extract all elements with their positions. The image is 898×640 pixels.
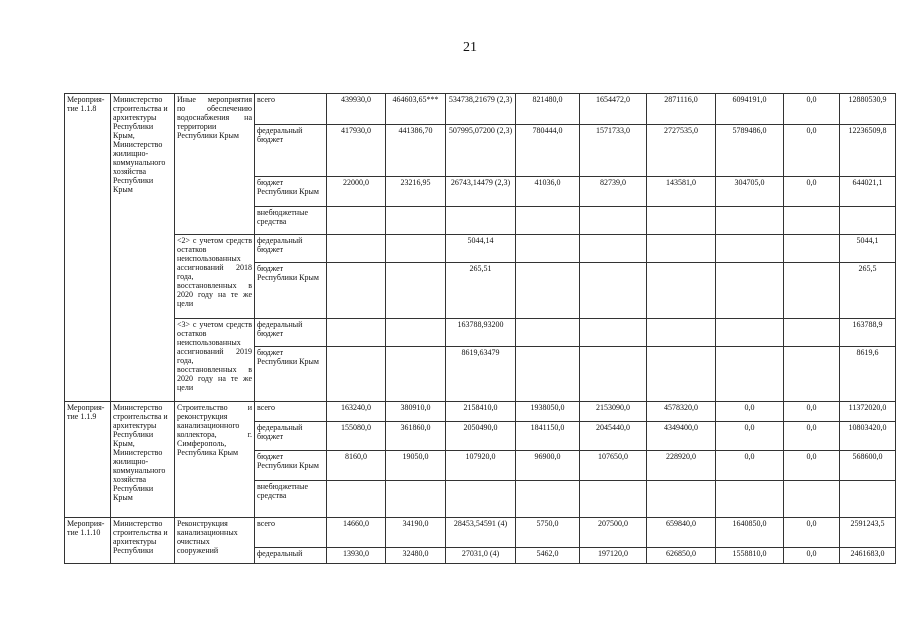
value-cell (647, 347, 716, 402)
value-cell: 207500,0 (580, 518, 647, 548)
total-cell: 12880530,9 (840, 94, 896, 125)
value-cell: 2871116,0 (647, 94, 716, 125)
value-cell (516, 319, 580, 347)
total-cell: 265,5 (840, 263, 896, 319)
funding-source: федеральный бюджет (255, 319, 327, 347)
funding-source: бюджет Республики Крым (255, 451, 327, 481)
funding-source: бюджет Республики Крым (255, 177, 327, 207)
value-cell (784, 235, 840, 263)
value-cell: 659840,0 (647, 518, 716, 548)
value-cell: 2153090,0 (580, 402, 647, 422)
value-cell: 155080,0 (327, 422, 386, 451)
value-cell (386, 207, 446, 235)
value-cell (647, 481, 716, 518)
value-cell (716, 263, 784, 319)
value-cell: 417930,0 (327, 125, 386, 177)
value-cell (516, 263, 580, 319)
activity-code: Мероприя-тие 1.1.10 (65, 518, 111, 564)
value-cell: 41036,0 (516, 177, 580, 207)
total-cell (840, 481, 896, 518)
total-cell (840, 207, 896, 235)
value-cell (386, 263, 446, 319)
value-cell: 439930,0 (327, 94, 386, 125)
value-cell: 0,0 (784, 518, 840, 548)
description-cell: Иные мероприятия по обеспечению водоснабжения на территории Республики Крым (175, 94, 255, 235)
value-cell: 197120,0 (580, 548, 647, 564)
value-cell (327, 481, 386, 518)
value-cell (516, 207, 580, 235)
funding-source: внебюджетные средства (255, 207, 327, 235)
value-cell (580, 319, 647, 347)
value-cell: 23216,95 (386, 177, 446, 207)
value-cell: 1640850,0 (716, 518, 784, 548)
funding-source: всего (255, 402, 327, 422)
value-cell: 0,0 (784, 177, 840, 207)
value-cell (327, 347, 386, 402)
value-cell: 228920,0 (647, 451, 716, 481)
value-cell: 22000,0 (327, 177, 386, 207)
value-cell (327, 319, 386, 347)
value-cell (580, 263, 647, 319)
value-cell (784, 481, 840, 518)
value-cell (327, 235, 386, 263)
total-cell: 11372020,0 (840, 402, 896, 422)
value-cell: 28453,54591 (4) (446, 518, 516, 548)
value-cell: 26743,14479 (2,3) (446, 177, 516, 207)
value-cell: 265,51 (446, 263, 516, 319)
value-cell: 5462,0 (516, 548, 580, 564)
total-cell: 2461683,0 (840, 548, 896, 564)
value-cell (716, 319, 784, 347)
activity-code: Мероприя-тие 1.1.9 (65, 402, 111, 518)
total-cell: 10803420,0 (840, 422, 896, 451)
footnote-description: <3> с учетом средств остатков неиспользованных ассигнований 2019 года, восстановленных в 2020 году на те же цели (175, 319, 255, 402)
value-cell (580, 347, 647, 402)
value-cell (784, 207, 840, 235)
value-cell: 5789486,0 (716, 125, 784, 177)
value-cell (647, 207, 716, 235)
value-cell: 626850,0 (647, 548, 716, 564)
funding-source: федеральный бюджет (255, 422, 327, 451)
value-cell: 507995,07200 (2,3) (446, 125, 516, 177)
value-cell: 0,0 (784, 94, 840, 125)
value-cell: 1558810,0 (716, 548, 784, 564)
value-cell (386, 319, 446, 347)
page-number: 21 (463, 40, 477, 55)
value-cell (647, 235, 716, 263)
value-cell: 4349400,0 (647, 422, 716, 451)
value-cell: 143581,0 (647, 177, 716, 207)
value-cell (580, 207, 647, 235)
value-cell (580, 481, 647, 518)
funding-source: бюджет Республики Крым (255, 347, 327, 402)
value-cell: 0,0 (784, 548, 840, 564)
value-cell: 163240,0 (327, 402, 386, 422)
value-cell: 96900,0 (516, 451, 580, 481)
value-cell (784, 263, 840, 319)
value-cell: 0,0 (716, 422, 784, 451)
table-row (65, 94, 896, 125)
value-cell: 361860,0 (386, 422, 446, 451)
value-cell (716, 347, 784, 402)
value-cell: 19050,0 (386, 451, 446, 481)
value-cell (784, 347, 840, 402)
value-cell: 2158410,0 (446, 402, 516, 422)
footnote-description: <2> с учетом средств остатков неиспользованных ассигнований 2018 года, восстановленных в 2020 году на те же цели (175, 235, 255, 319)
value-cell: 0,0 (784, 451, 840, 481)
value-cell: 2045440,0 (580, 422, 647, 451)
value-cell: 534738,21679 (2,3) (446, 94, 516, 125)
value-cell: 464603,65*** (386, 94, 446, 125)
value-cell (784, 319, 840, 347)
value-cell (716, 207, 784, 235)
executor-cell: Министерство строительства и архитектуры Республики Крым, Министерство жилищно-коммунального хозяйства Республики Крым (111, 94, 175, 402)
value-cell: 8160,0 (327, 451, 386, 481)
value-cell: 780444,0 (516, 125, 580, 177)
value-cell (647, 319, 716, 347)
value-cell: 0,0 (716, 451, 784, 481)
value-cell (386, 347, 446, 402)
value-cell: 13930,0 (327, 548, 386, 564)
value-cell: 304705,0 (716, 177, 784, 207)
value-cell: 107920,0 (446, 451, 516, 481)
value-cell: 1654472,0 (580, 94, 647, 125)
funding-source: федеральный (255, 548, 327, 564)
value-cell: 0,0 (784, 125, 840, 177)
value-cell (516, 481, 580, 518)
funding-source: внебюджетные средства (255, 481, 327, 518)
executor-cell: Министерство строительства и архитектуры Республики (111, 518, 175, 564)
total-cell: 163788,9 (840, 319, 896, 347)
value-cell (446, 481, 516, 518)
value-cell: 6094191,0 (716, 94, 784, 125)
funding-source: всего (255, 518, 327, 548)
total-cell: 644021,1 (840, 177, 896, 207)
value-cell (327, 263, 386, 319)
value-cell: 1571733,0 (580, 125, 647, 177)
total-cell: 8619,6 (840, 347, 896, 402)
funding-source: федеральный бюджет (255, 125, 327, 177)
value-cell: 821480,0 (516, 94, 580, 125)
value-cell (327, 207, 386, 235)
total-cell: 2591243,5 (840, 518, 896, 548)
executor-cell: Министерство строительства и архитектуры Республики Крым, Министерство жилищно-коммунального хозяйства Республики Крым (111, 402, 175, 518)
value-cell: 163788,93200 (446, 319, 516, 347)
budget-table (64, 93, 896, 564)
value-cell: 82739,0 (580, 177, 647, 207)
value-cell (716, 235, 784, 263)
total-cell: 5044,1 (840, 235, 896, 263)
description-cell: Реконструкция канализационных очистных сооружений (175, 518, 255, 564)
value-cell (386, 235, 446, 263)
value-cell: 27031,0 (4) (446, 548, 516, 564)
value-cell (647, 263, 716, 319)
value-cell: 5044,14 (446, 235, 516, 263)
value-cell (716, 481, 784, 518)
value-cell: 32480,0 (386, 548, 446, 564)
table-row (65, 319, 896, 347)
value-cell: 380910,0 (386, 402, 446, 422)
value-cell: 107650,0 (580, 451, 647, 481)
funding-source: всего (255, 94, 327, 125)
value-cell: 1841150,0 (516, 422, 580, 451)
value-cell (446, 207, 516, 235)
value-cell: 2050490,0 (446, 422, 516, 451)
description-cell: Строительство и реконструкция канализационного коллектора, г. Симферополь, Республика Крым (175, 402, 255, 518)
funding-source: федеральный бюджет (255, 235, 327, 263)
value-cell: 441386,70 (386, 125, 446, 177)
table-row (65, 402, 896, 422)
value-cell: 1938050,0 (516, 402, 580, 422)
value-cell: 5750,0 (516, 518, 580, 548)
value-cell (516, 347, 580, 402)
value-cell: 0,0 (784, 402, 840, 422)
value-cell: 0,0 (784, 422, 840, 451)
value-cell: 2727535,0 (647, 125, 716, 177)
value-cell: 0,0 (716, 402, 784, 422)
value-cell: 4578320,0 (647, 402, 716, 422)
value-cell: 14660,0 (327, 518, 386, 548)
value-cell: 8619,63479 (446, 347, 516, 402)
value-cell (386, 481, 446, 518)
value-cell (516, 235, 580, 263)
table-row (65, 235, 896, 263)
funding-source: бюджет Республики Крым (255, 263, 327, 319)
table-row (65, 518, 896, 548)
total-cell: 568600,0 (840, 451, 896, 481)
value-cell (580, 235, 647, 263)
value-cell: 34190,0 (386, 518, 446, 548)
total-cell: 12236509,8 (840, 125, 896, 177)
activity-code: Мероприя-тие 1.1.8 (65, 94, 111, 402)
